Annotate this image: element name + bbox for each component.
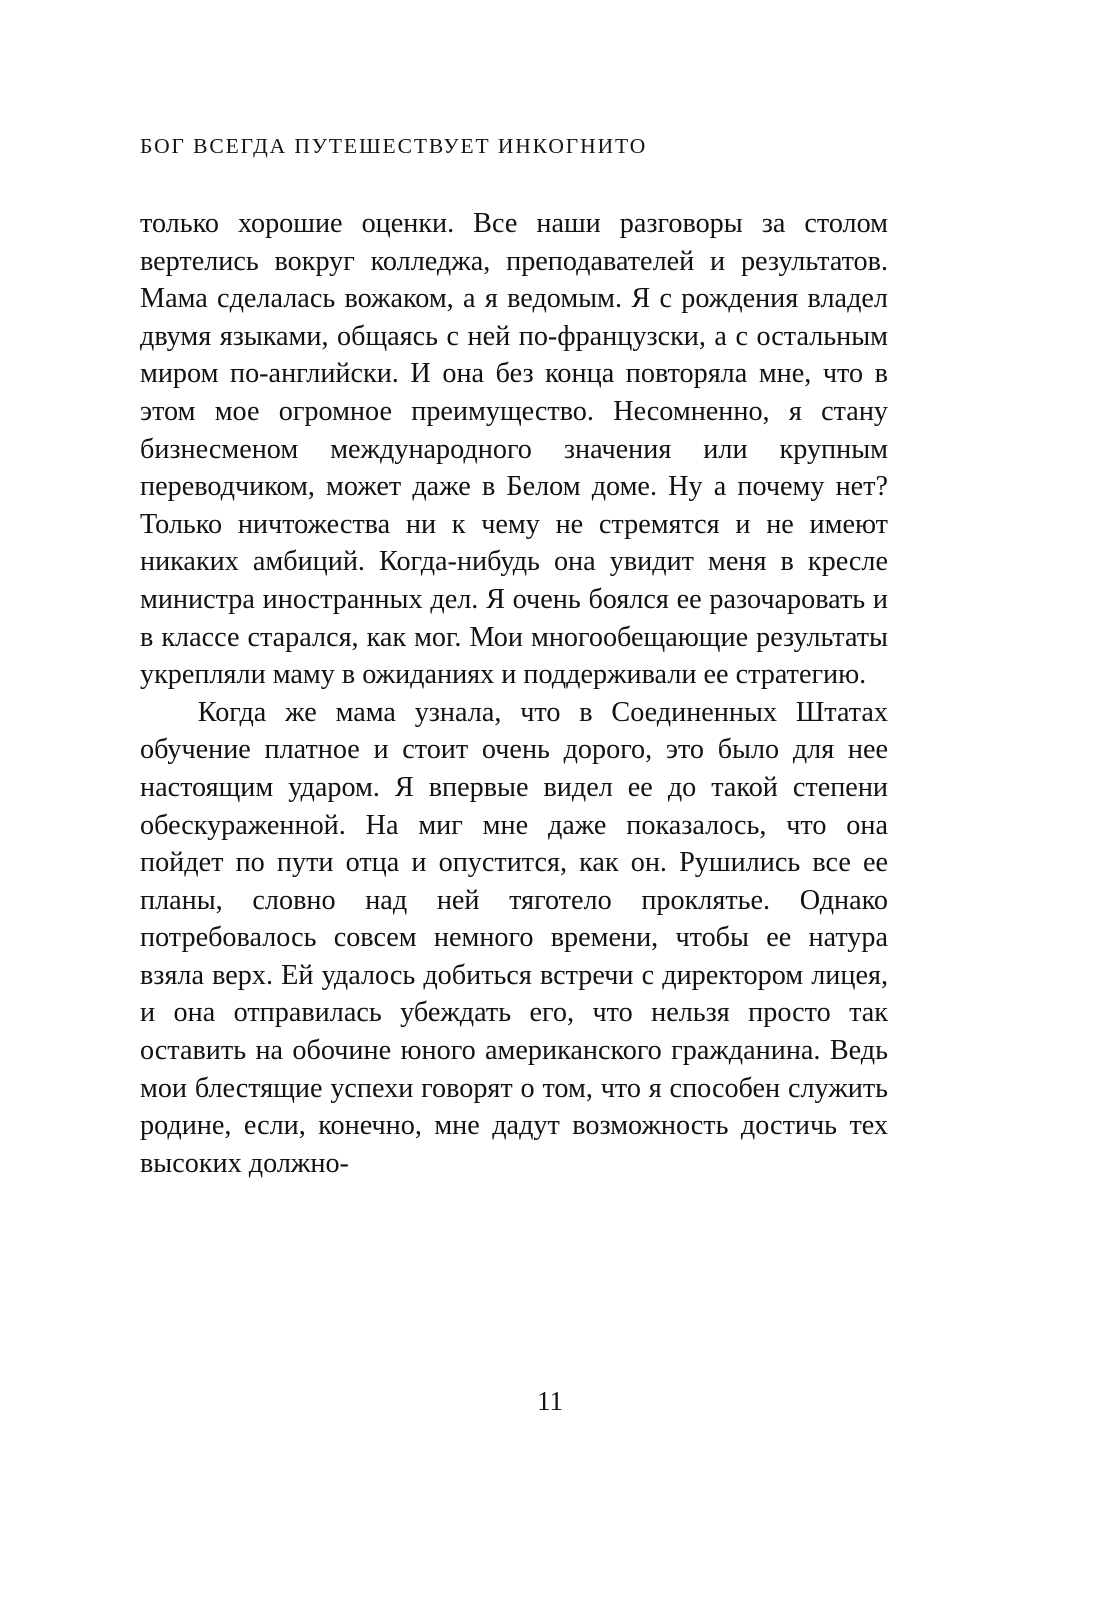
body-paragraph: Когда же мама узнала, что в Соединенных Штатах обучение платное и стоит очень дорого, это было для нее настоящим ударом. Я впервые видел ее до такой степени обескураженной. На миг мне даже показалось, что она пойдет по пути отца и опустится, как он. Рушились все ее планы, словно над ней тяготело проклятье. Однако потребовалось совсем немного времени, чтобы ее натура взяла верх. Ей удалось добиться встречи с директором лицея, и она отправилась убеждать его, что нельзя просто так оставить на обочине юного американского гражданина. Ведь мои блестящие успехи говорят о том, что я способен служить родине, если, конечно, мне дадут возможность достичь тех высоких должно- — [140, 696, 888, 1179]
running-header: БОГ ВСЕГДА ПУТЕШЕСТВУЕТ ИНКОГНИТО — [140, 134, 648, 158]
page-number: 11 — [537, 1386, 563, 1416]
body-paragraph: только хорошие оценки. Все наши разговоры за столом вертелись вокруг колледжа, преподавателей и результатов. Мама сделалась вожаком, а я ведомым. Я с рождения владел двумя языками, общаясь с ней по-французски, а с остальным миром по-английски. И она без конца повторяла мне, что в этом мое огромное преимущество. Несомненно, я стану бизнесменом международного значения или крупным переводчиком, может даже в Белом доме. Ну а почему нет? Только ничтожества ни к чему не стремятся и не имеют никаких амбиций. Когда-нибудь она увидит меня в кресле министра иностранных дел. Я очень боялся ее разочаровать и в классе старался, как мог. Мои многообещающие результаты укрепляли маму в ожиданиях и поддерживали ее стратегию. — [140, 208, 888, 691]
body-text-block — [140, 205, 888, 1182]
